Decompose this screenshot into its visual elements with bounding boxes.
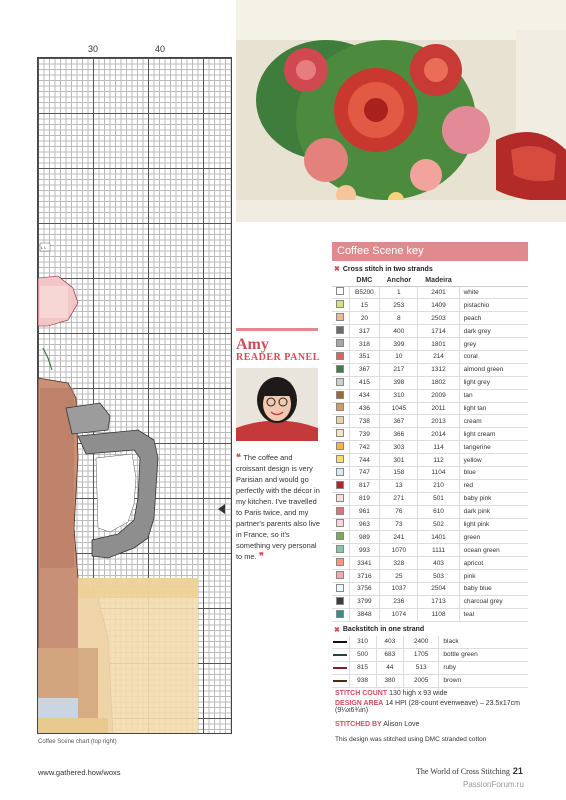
thread-anchor: 366 bbox=[380, 428, 418, 441]
thread-anchor: 271 bbox=[380, 492, 418, 505]
thread-name: cream bbox=[459, 415, 528, 428]
thread-name: coral bbox=[459, 350, 528, 363]
thread-dmc: 938 bbox=[349, 674, 376, 687]
thread-madeira: 112 bbox=[418, 454, 459, 467]
key-row bbox=[332, 674, 528, 687]
thread-name: grey bbox=[459, 338, 528, 351]
key-row bbox=[332, 389, 528, 402]
thread-anchor: 76 bbox=[380, 505, 418, 518]
thread-dmc: 961 bbox=[349, 505, 380, 518]
thread-symbol-swatch bbox=[336, 287, 344, 295]
thread-madeira: 1409 bbox=[418, 299, 459, 312]
thread-anchor: 44 bbox=[376, 661, 403, 674]
thread-dmc: 317 bbox=[349, 325, 380, 338]
thread-dmc: 3799 bbox=[349, 595, 380, 608]
thread-anchor: 301 bbox=[380, 454, 418, 467]
thread-anchor: 380 bbox=[376, 674, 403, 687]
column-header-anchor: Anchor bbox=[380, 275, 418, 286]
thread-anchor: 241 bbox=[380, 531, 418, 544]
thread-symbol-swatch bbox=[336, 352, 344, 360]
cross-stitch-table bbox=[332, 275, 528, 622]
thread-symbol-swatch bbox=[336, 584, 344, 592]
thread-anchor: 217 bbox=[380, 363, 418, 376]
thread-dmc: 318 bbox=[349, 338, 380, 351]
thread-madeira: 2011 bbox=[418, 402, 459, 415]
thread-anchor: 1074 bbox=[380, 608, 418, 621]
thread-madeira: 2014 bbox=[418, 428, 459, 441]
key-title: Coffee Scene key bbox=[332, 242, 528, 261]
page-number: 21 bbox=[512, 766, 523, 776]
thread-dmc: 434 bbox=[349, 389, 380, 402]
thread-name: light tan bbox=[459, 402, 528, 415]
backstitch-line-swatch bbox=[333, 680, 347, 682]
thread-symbol-swatch bbox=[336, 507, 344, 515]
thread-symbol-swatch bbox=[336, 313, 344, 321]
thread-name: light pink bbox=[459, 518, 528, 531]
thread-dmc: 310 bbox=[349, 636, 376, 649]
thread-anchor: 158 bbox=[380, 466, 418, 479]
thread-anchor: 367 bbox=[380, 415, 418, 428]
thread-dmc: 3716 bbox=[349, 570, 380, 583]
thread-anchor: 1037 bbox=[380, 582, 418, 595]
thread-name: charcoal grey bbox=[459, 595, 528, 608]
thread-name: black bbox=[439, 636, 528, 649]
thread-symbol-swatch bbox=[336, 378, 344, 386]
thread-anchor: 1 bbox=[380, 286, 418, 299]
key-row bbox=[332, 649, 528, 662]
thread-dmc: 815 bbox=[349, 661, 376, 674]
thread-madeira: 210 bbox=[418, 479, 459, 492]
reader-panel-heading: READER PANEL bbox=[236, 352, 320, 363]
thread-madeira: 513 bbox=[403, 661, 438, 674]
thread-dmc: 3756 bbox=[349, 582, 380, 595]
thread-anchor: 400 bbox=[380, 325, 418, 338]
key-row bbox=[332, 415, 528, 428]
footer-magazine: The World of Cross Stitching 21 bbox=[416, 766, 523, 776]
key-row bbox=[332, 299, 528, 312]
chart-column-number-40: 40 bbox=[155, 44, 166, 54]
thread-anchor: 403 bbox=[376, 636, 403, 649]
key-row bbox=[332, 518, 528, 531]
thread-madeira: 1111 bbox=[418, 544, 459, 557]
thread-anchor: 683 bbox=[376, 649, 403, 662]
thread-symbol-swatch bbox=[336, 494, 344, 502]
thread-dmc: 500 bbox=[349, 649, 376, 662]
backstitch-line-swatch bbox=[333, 654, 347, 656]
design-area: DESIGN AREA 14 HPI (28-count evenweave) – 23.5x17cm (9¼x6¾in) bbox=[335, 700, 520, 714]
thread-anchor: 310 bbox=[380, 389, 418, 402]
thread-dmc: 351 bbox=[349, 350, 380, 363]
thread-name: green bbox=[459, 531, 528, 544]
thread-dmc: 989 bbox=[349, 531, 380, 544]
finished-piece-photo bbox=[236, 0, 566, 222]
thread-dmc: 436 bbox=[349, 402, 380, 415]
column-header-madeira: Madeira bbox=[418, 275, 459, 286]
thread-name: ruby bbox=[439, 661, 528, 674]
thread-name: peach bbox=[459, 312, 528, 325]
key-row bbox=[332, 505, 528, 518]
thread-madeira: 2401 bbox=[418, 286, 459, 299]
thread-name: pistachio bbox=[459, 299, 528, 312]
thread-madeira: 403 bbox=[418, 557, 459, 570]
thread-madeira: 2013 bbox=[418, 415, 459, 428]
key-row bbox=[332, 402, 528, 415]
thread-dmc: 738 bbox=[349, 415, 380, 428]
thread-name: baby pink bbox=[459, 492, 528, 505]
key-row bbox=[332, 350, 528, 363]
reader-portrait bbox=[236, 368, 318, 441]
thread-madeira: 1104 bbox=[418, 466, 459, 479]
cross-stitch-chart bbox=[37, 57, 232, 734]
key-header-row bbox=[332, 275, 528, 286]
thread-symbol-swatch bbox=[336, 391, 344, 399]
thread-name: bottle green bbox=[439, 649, 528, 662]
thread-anchor: 328 bbox=[380, 557, 418, 570]
thread-name: tan bbox=[459, 389, 528, 402]
reader-panel-divider bbox=[236, 328, 318, 331]
thread-madeira: 1713 bbox=[418, 595, 459, 608]
thread-symbol-swatch bbox=[336, 429, 344, 437]
thread-madeira: 1802 bbox=[418, 376, 459, 389]
stitched-by: STITCHED BY Alison Love bbox=[335, 721, 420, 728]
cross-icon: ✖ bbox=[334, 266, 340, 273]
thread-madeira: 1108 bbox=[418, 608, 459, 621]
thread-name: teal bbox=[459, 608, 528, 621]
key-row bbox=[332, 661, 528, 674]
thread-name: pink bbox=[459, 570, 528, 583]
backstitch-heading: ✖ Backstitch in one strand bbox=[334, 626, 425, 634]
key-row bbox=[332, 286, 528, 299]
thread-dmc: 742 bbox=[349, 441, 380, 454]
key-row bbox=[332, 441, 528, 454]
thread-symbol-swatch bbox=[336, 326, 344, 334]
thread-symbol-swatch bbox=[336, 610, 344, 618]
thread-anchor: 73 bbox=[380, 518, 418, 531]
thread-symbol-swatch bbox=[336, 365, 344, 373]
thread-dmc: 20 bbox=[349, 312, 380, 325]
svg-text:L L: L L bbox=[41, 245, 47, 250]
thread-symbol-swatch bbox=[336, 416, 344, 424]
thread-madeira: 502 bbox=[418, 518, 459, 531]
thread-anchor: 10 bbox=[380, 350, 418, 363]
thread-dmc: 3341 bbox=[349, 557, 380, 570]
thread-madeira: 610 bbox=[418, 505, 459, 518]
thread-dmc: 367 bbox=[349, 363, 380, 376]
thread-dmc: 744 bbox=[349, 454, 380, 467]
thread-note: This design was stitched using DMC stranded cotton bbox=[335, 736, 487, 743]
thread-madeira: 2009 bbox=[418, 389, 459, 402]
thread-name: blue bbox=[459, 466, 528, 479]
thread-name: baby blue bbox=[459, 582, 528, 595]
thread-anchor: 1070 bbox=[380, 544, 418, 557]
thread-anchor: 8 bbox=[380, 312, 418, 325]
key-row bbox=[332, 608, 528, 621]
stitch-count: STITCH COUNT 130 high x 93 wide bbox=[335, 690, 448, 697]
thread-dmc: 3848 bbox=[349, 608, 380, 621]
key-row bbox=[332, 376, 528, 389]
thread-madeira: 1401 bbox=[418, 531, 459, 544]
thread-name: apricot bbox=[459, 557, 528, 570]
thread-symbol-swatch bbox=[336, 339, 344, 347]
key-row bbox=[332, 595, 528, 608]
close-quote-icon: ❞ bbox=[256, 551, 264, 561]
thread-madeira: 1714 bbox=[418, 325, 459, 338]
thread-symbol-swatch bbox=[336, 545, 344, 553]
key-row bbox=[332, 363, 528, 376]
thread-name: tangerine bbox=[459, 441, 528, 454]
thread-madeira: 114 bbox=[418, 441, 459, 454]
open-quote-icon: ❝ bbox=[236, 452, 244, 462]
thread-dmc: B5200 bbox=[349, 286, 380, 299]
thread-madeira: 1705 bbox=[403, 649, 438, 662]
thread-madeira: 1801 bbox=[418, 338, 459, 351]
thread-madeira: 2504 bbox=[418, 582, 459, 595]
thread-dmc: 819 bbox=[349, 492, 380, 505]
thread-dmc: 817 bbox=[349, 479, 380, 492]
reader-quote-text: The coffee and croissant design is very Parisian and would go perfectly with the décor in my kitchen. I've travelled to Paris twice, and my partner's parents also live in France, so it's something very personal to me. bbox=[236, 453, 320, 561]
key-row bbox=[332, 428, 528, 441]
thread-dmc: 963 bbox=[349, 518, 380, 531]
chart-centre-arrow-icon bbox=[218, 504, 225, 514]
thread-madeira: 2503 bbox=[418, 312, 459, 325]
key-row bbox=[332, 570, 528, 583]
thread-name: light cream bbox=[459, 428, 528, 441]
thread-madeira: 503 bbox=[418, 570, 459, 583]
column-header-dmc: DMC bbox=[349, 275, 380, 286]
footer-url: www.gathered.how/woxs bbox=[38, 768, 121, 777]
thread-dmc: 739 bbox=[349, 428, 380, 441]
thread-anchor: 303 bbox=[380, 441, 418, 454]
chart-motif bbox=[38, 58, 232, 734]
key-row bbox=[332, 492, 528, 505]
thread-name: white bbox=[459, 286, 528, 299]
chart-caption: Coffee Scene chart (top right) bbox=[38, 739, 117, 745]
thread-anchor: 236 bbox=[380, 595, 418, 608]
thread-symbol-swatch bbox=[336, 403, 344, 411]
thread-name: yellow bbox=[459, 454, 528, 467]
cross-stitch-heading: ✖ Cross stitch in two strands bbox=[334, 265, 433, 273]
thread-name: dark grey bbox=[459, 325, 528, 338]
key-row bbox=[332, 582, 528, 595]
key-row bbox=[332, 636, 528, 649]
key-row bbox=[332, 479, 528, 492]
thread-anchor: 25 bbox=[380, 570, 418, 583]
chart-column-number-30: 30 bbox=[88, 44, 99, 54]
thread-name: red bbox=[459, 479, 528, 492]
key-row bbox=[332, 325, 528, 338]
key-row bbox=[332, 557, 528, 570]
thread-name: almond green bbox=[459, 363, 528, 376]
thread-symbol-swatch bbox=[336, 442, 344, 450]
thread-dmc: 993 bbox=[349, 544, 380, 557]
thread-madeira: 501 bbox=[418, 492, 459, 505]
thread-madeira: 1312 bbox=[418, 363, 459, 376]
key-row bbox=[332, 312, 528, 325]
thread-madeira: 2005 bbox=[403, 674, 438, 687]
thread-symbol-swatch bbox=[336, 597, 344, 605]
key-row bbox=[332, 454, 528, 467]
key-row bbox=[332, 466, 528, 479]
chart-key bbox=[332, 242, 528, 688]
thread-anchor: 1045 bbox=[380, 402, 418, 415]
thread-madeira: 214 bbox=[418, 350, 459, 363]
thread-symbol-swatch bbox=[336, 558, 344, 566]
thread-anchor: 398 bbox=[380, 376, 418, 389]
backstitch-line-swatch bbox=[333, 667, 347, 669]
thread-symbol-swatch bbox=[336, 571, 344, 579]
thread-anchor: 13 bbox=[380, 479, 418, 492]
thread-anchor: 399 bbox=[380, 338, 418, 351]
thread-symbol-swatch bbox=[336, 300, 344, 308]
cross-icon: ✖ bbox=[334, 626, 340, 634]
reader-name: Amy bbox=[236, 336, 269, 353]
key-row bbox=[332, 544, 528, 557]
backstitch-line-swatch bbox=[333, 641, 347, 643]
thread-name: brown bbox=[439, 674, 528, 687]
thread-symbol-swatch bbox=[336, 532, 344, 540]
watermark: PassionForum.ru bbox=[463, 780, 524, 789]
reader-quote bbox=[236, 452, 321, 562]
thread-madeira: 2400 bbox=[403, 636, 438, 649]
thread-symbol-swatch bbox=[336, 468, 344, 476]
key-row bbox=[332, 531, 528, 544]
thread-dmc: 415 bbox=[349, 376, 380, 389]
thread-name: dark pink bbox=[459, 505, 528, 518]
backstitch-table bbox=[332, 636, 528, 688]
thread-symbol-swatch bbox=[336, 455, 344, 463]
thread-name: light grey bbox=[459, 376, 528, 389]
thread-name: ocean green bbox=[459, 544, 528, 557]
thread-symbol-swatch bbox=[336, 481, 344, 489]
thread-anchor: 253 bbox=[380, 299, 418, 312]
thread-dmc: 747 bbox=[349, 466, 380, 479]
thread-dmc: 15 bbox=[349, 299, 380, 312]
thread-symbol-swatch bbox=[336, 519, 344, 527]
key-row bbox=[332, 338, 528, 351]
